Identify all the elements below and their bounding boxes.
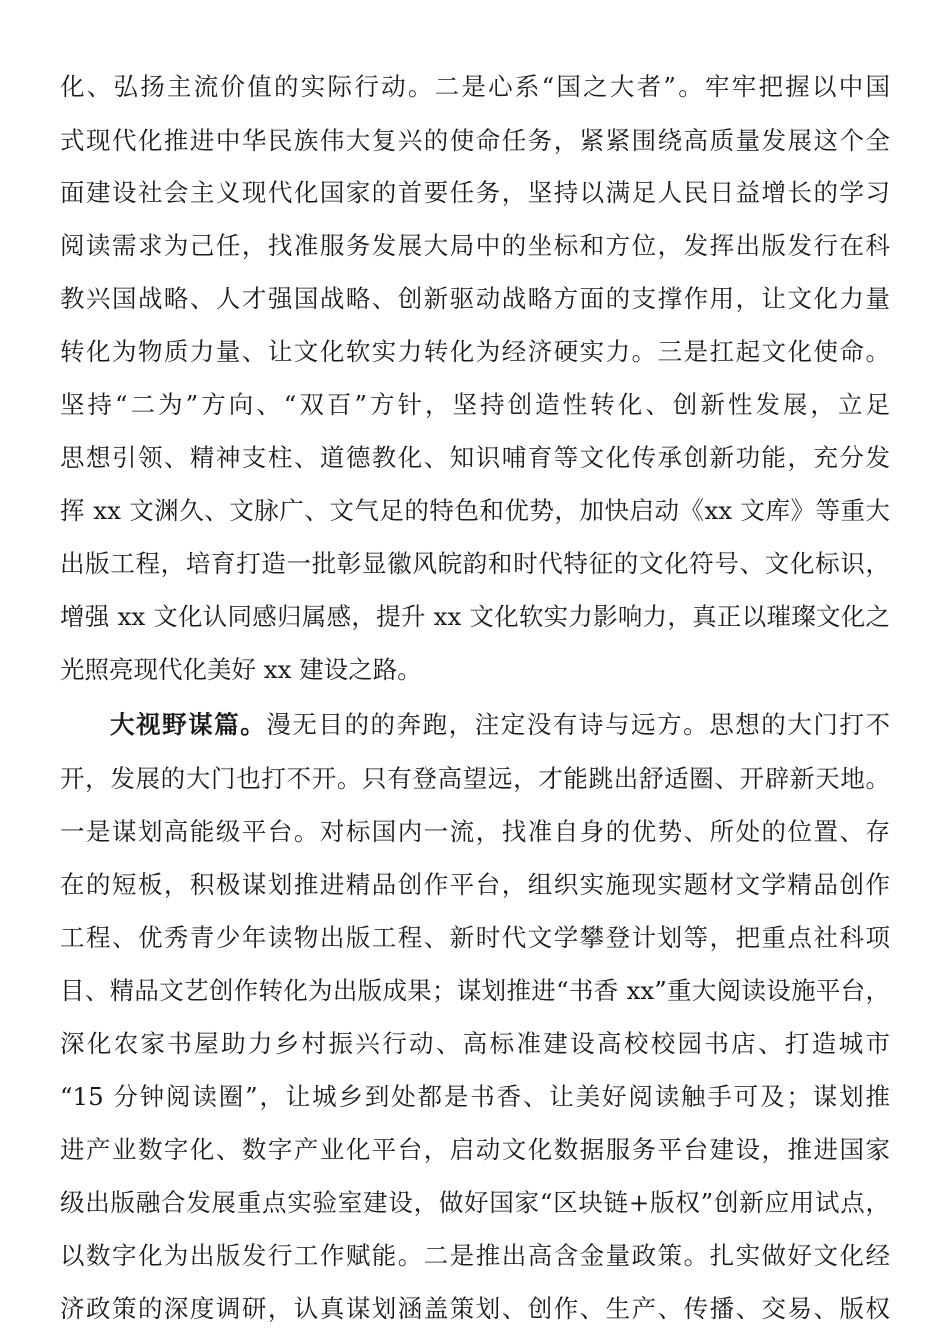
- paragraph1-line-9: 挥 xx 文渊久、文脉广、文气足的特色和优势，加快启动《xx 文库》等重大: [60, 496, 890, 525]
- paragraph1-line-6: 转化为物质力量、让文化软实力转化为经济硬实力。三是扛起文化使命。: [60, 337, 890, 366]
- paragraph1-line-11: 增强 xx 文化认同感归属感，提升 xx 文化软实力影响力，真正以璀璨文化之: [60, 602, 890, 631]
- paragraph2-line-2: 开，发展的大门也打不开。只有登高望远，才能跳出舒适圈、开辟新天地。: [60, 764, 890, 793]
- paragraph2-line-7: 深化农家书屋助力乡村振兴行动、高标准建设高校校园书店、打造城市: [60, 1029, 890, 1058]
- paragraph2-line-10: 级出版融合发展重点实验室建设，做好国家“区块链+版权”创新应用试点，: [60, 1188, 890, 1217]
- paragraph2-line-12: 济政策的深度调研，认真谋划涵盖策划、创作、生产、传播、交易、版权: [60, 1294, 890, 1323]
- paragraph2-line-1: [110, 698, 890, 752]
- paragraph2-line-4: 在的短板，积极谋划推进精品创作平台，组织实施现实题材文学精品创作: [60, 870, 890, 899]
- section-heading: 大视野谋篇。: [110, 710, 267, 739]
- paragraph1-line-10: 出版工程，培育打造一批彰显徽风皖韵和时代特征的文化符号、文化标识，: [60, 549, 890, 578]
- paragraph1-line-1: 化、弘扬主流价值的实际行动。二是心系“国之大者”。牢牢把握以中国: [60, 72, 890, 101]
- paragraph1-line-2: 式现代化推进中华民族伟大复兴的使命任务，紧紧围绕高质量发展这个全: [60, 126, 890, 155]
- paragraph1-line-4: 阅读需求为己任，找准服务发展大局中的坐标和方位，发挥出版发行在科: [60, 231, 890, 260]
- paragraph1-line-3: 面建设社会主义现代化国家的首要任务，坚持以满足人民日益增长的学习: [60, 178, 890, 207]
- paragraph2-line-6: 目、精品文艺创作转化为出版成果；谋划推进“书香 xx”重大阅读设施平台，: [60, 976, 890, 1005]
- paragraph1-line-8: 思想引领、精神支柱、道德教化、知识哺育等文化传承创新功能，充分发: [60, 443, 890, 472]
- paragraph2-line-9: 进产业数字化、数字产业化平台，启动文化数据服务平台建设，推进国家: [60, 1135, 890, 1164]
- paragraph2-line-3: 一是谋划高能级平台。对标国内一流，找准自身的优势、所处的位置、存: [60, 817, 890, 846]
- paragraph2-line-1-text: 漫无目的的奔跑，注定没有诗与远方。思想的大门打不: [266, 710, 890, 739]
- paragraph2-line-8: “15 分钟阅读圈”，让城乡到处都是书香、让美好阅读触手可及；谋划推: [60, 1082, 890, 1111]
- paragraph1-line-5: 教兴国战略、人才强国战略、创新驱动战略方面的支撑作用，让文化力量: [60, 284, 890, 313]
- paragraph2-line-11: 以数字化为出版发行工作赋能。二是推出高含金量政策。扎实做好文化经: [60, 1241, 890, 1270]
- paragraph2-line-5: 工程、优秀青少年读物出版工程、新时代文学攀登计划等，把重点社科项: [60, 923, 890, 952]
- paragraph1-line-7: 坚持“二为”方向、“双百”方针，坚持创造性转化、创新性发展，立足: [60, 390, 890, 419]
- paragraph1-line-12: 光照亮现代化美好 xx 建设之路。: [60, 655, 422, 684]
